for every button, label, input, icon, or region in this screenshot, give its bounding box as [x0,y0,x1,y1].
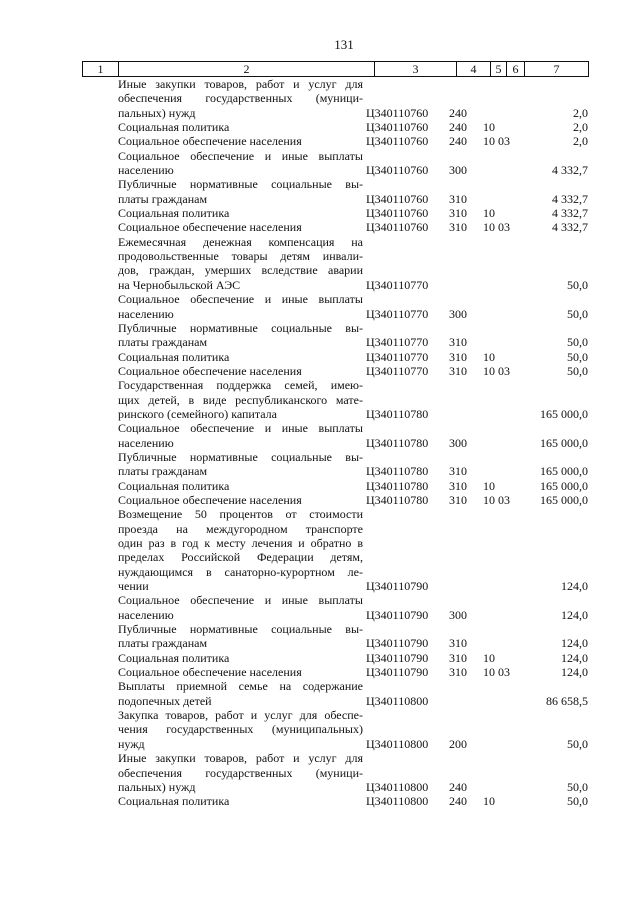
row-expense-type: 310 [449,349,467,364]
row-sum: 124,0 [561,636,588,651]
column-header-1: 1 [83,62,119,77]
table-row [82,235,588,292]
row-name [118,177,363,206]
row-name-line: населению [118,435,174,450]
row-name-line: Социальная политика [118,206,230,221]
table-row [82,479,588,493]
row-section: 10 03 [483,363,510,378]
column-header-4: 4 [457,62,491,77]
row-name-line: нуждающимся в санаторно-курортном ле- [118,564,363,579]
row-name [118,507,363,593]
table-row [82,421,588,450]
row-name-line: Социальное обеспечение населения [118,665,302,680]
row-name-line: Публичные нормативные социальные вы- [118,449,363,464]
row-expense-type: 310 [449,492,467,507]
row-expense-type: 310 [449,464,467,479]
row-sum: 50,0 [567,779,588,794]
row-name [118,421,363,450]
row-name [118,493,363,507]
row-expense-type: 310 [449,650,467,665]
row-expense-type: 310 [449,665,467,680]
row-code: Ц340110780 [366,464,429,479]
row-name [118,220,363,234]
table-row [82,507,588,593]
table-row [82,493,588,507]
row-sum: 2,0 [573,134,588,149]
row-name-line: дов, граждан, умерших вследствие аварии [118,263,363,278]
row-name-line: Государственная поддержка семей, имею- [118,378,363,393]
row-code: Ц340110760 [366,191,429,206]
row-section: 10 [483,349,495,364]
budget-table-body [82,77,588,809]
column-header-6: 6 [507,62,525,77]
row-name [118,149,363,178]
row-code: Ц340110780 [366,492,429,507]
row-expense-type: 300 [449,435,467,450]
row-name [118,593,363,622]
row-name-line: Социальное обеспечение населения [118,134,302,149]
row-name [118,350,363,364]
row-name [118,450,363,479]
row-section: 10 03 [483,220,510,235]
row-name-line: Социальная политика [118,120,230,135]
row-code: Ц340110780 [366,406,429,421]
row-code: Ц340110770 [366,335,429,350]
table-row [82,364,588,378]
page-number: 131 [334,37,354,52]
row-sum: 50,0 [567,794,588,809]
row-name-line: Социальная политика [118,478,230,493]
row-name [118,134,363,148]
row-expense-type: 310 [449,478,467,493]
row-section: 10 [483,120,495,135]
row-name-line: платы гражданам [118,636,208,651]
row-sum: 86 658,5 [546,693,588,708]
row-code: Ц340110790 [366,665,429,680]
row-name-line: Публичные нормативные социальные вы- [118,177,363,192]
table-row [82,177,588,206]
row-name [118,479,363,493]
row-code: Ц340110800 [366,794,429,809]
row-name-line: населению [118,306,174,321]
row-sum: 165 000,0 [540,435,588,450]
table-row [82,206,588,220]
row-expense-type: 300 [449,163,467,178]
row-name [118,622,363,651]
row-expense-type: 200 [449,736,467,751]
row-name-line: Социальное обеспечение и иные выплаты [118,292,363,307]
table-row [82,220,588,234]
row-code: Ц340110760 [366,220,429,235]
table-row [82,378,588,421]
row-name [118,364,363,378]
row-sum: 4 332,7 [552,206,588,221]
row-code: Ц340110770 [366,277,429,292]
row-section: 10 03 [483,134,510,149]
row-expense-type: 240 [449,794,467,809]
row-expense-type: 310 [449,363,467,378]
row-code: Ц340110770 [366,349,429,364]
row-name [118,751,363,794]
row-name-line: Социальная политика [118,794,230,809]
row-name-line: платы гражданам [118,191,208,206]
row-name-line: обеспечения государственных (муници- [118,765,363,780]
table-row [82,292,588,321]
row-code: Ц340110760 [366,120,429,135]
row-name-line: Социальное обеспечение населения [118,492,302,507]
row-name-line: населению [118,163,174,178]
row-name-line: обеспечения государственных (муници- [118,91,363,106]
row-code: Ц340110790 [366,579,429,594]
row-sum: 165 000,0 [540,464,588,479]
row-name-line: платы гражданам [118,335,208,350]
row-name [118,321,363,350]
row-code: Ц340110770 [366,363,429,378]
row-code: Ц340110780 [366,435,429,450]
row-name [118,235,363,292]
table-row [82,794,588,808]
table-row [82,593,588,622]
row-name-line: пределах Российской Федерации детям, [118,550,363,565]
row-sum: 4 332,7 [552,163,588,178]
row-sum: 124,0 [561,665,588,680]
row-name-line: Публичные нормативные социальные вы- [118,622,363,637]
row-name-line: Социальная политика [118,650,230,665]
row-code: Ц340110800 [366,693,429,708]
row-name-line: Социальная политика [118,349,230,364]
column-header-7: 7 [525,62,589,77]
row-sum: 50,0 [567,349,588,364]
row-name-line: продовольственные товары детям инвали- [118,249,363,264]
row-name-line: Социальное обеспечение населения [118,220,302,235]
row-name-line: нужд [118,736,145,751]
table-row [82,149,588,178]
row-name-line: проезда на междугородном транспорте [118,521,363,536]
row-code: Ц340110760 [366,206,429,221]
row-name-line: Публичные нормативные социальные вы- [118,320,363,335]
row-name [118,120,363,134]
row-code: Ц340110790 [366,650,429,665]
row-name-line: ринского (семейного) капитала [118,406,277,421]
column-header-table [82,61,589,77]
column-header-2: 2 [119,62,375,77]
row-expense-type: 240 [449,105,467,120]
row-expense-type: 240 [449,120,467,135]
row-name [118,378,363,421]
row-expense-type: 310 [449,191,467,206]
row-code: Ц340110760 [366,134,429,149]
row-name-line: подопечных детей [118,693,212,708]
row-sum: 4 332,7 [552,220,588,235]
table-row [82,708,588,751]
row-expense-type: 300 [449,607,467,622]
row-sum: 124,0 [561,579,588,594]
row-section: 10 03 [483,492,510,507]
row-code: Ц340110780 [366,478,429,493]
table-row [82,665,588,679]
table-row [82,450,588,479]
column-header-row [83,62,589,77]
row-sum: 50,0 [567,306,588,321]
table-row [82,679,588,708]
row-name-line: Социальное обеспечение и иные выплаты [118,421,363,436]
row-code: Ц340110760 [366,105,429,120]
row-name-line: пальных) нужд [118,105,196,120]
row-sum: 2,0 [573,120,588,135]
table-row [82,751,588,794]
row-name [118,679,363,708]
row-expense-type: 310 [449,220,467,235]
row-code: Ц340110790 [366,636,429,651]
row-expense-type: 300 [449,306,467,321]
row-name-line: щих детей, в виде республиканского мате- [118,392,363,407]
column-header-3: 3 [375,62,457,77]
table-row [82,134,588,148]
row-sum: 50,0 [567,335,588,350]
row-sum: 50,0 [567,363,588,378]
row-name-line: чения государственных (муниципальных) [118,722,363,737]
row-sum: 2,0 [573,105,588,120]
row-name [118,794,363,808]
row-name-line: Выплаты приемной семье на содержание [118,679,363,694]
row-name-line: Возмещение 50 процентов от стоимости [118,507,363,522]
row-code: Ц340110800 [366,736,429,751]
row-name-line: Ежемесячная денежная компенсация на [118,234,363,249]
row-name-line: чении [118,579,149,594]
table-row [82,77,588,120]
row-code: Ц340110800 [366,779,429,794]
row-sum: 165 000,0 [540,478,588,493]
row-expense-type: 310 [449,335,467,350]
table-row [82,350,588,364]
row-name-line: один раз в год к месту лечения и обратно в [118,536,363,550]
row-sum: 4 332,7 [552,191,588,206]
row-expense-type: 240 [449,779,467,794]
table-row [82,622,588,651]
row-name-line: Социальное обеспечение и иные выплаты [118,148,363,163]
row-name [118,708,363,751]
row-name-line: Закупка товаров, работ и услуг для обеспе- [118,708,363,723]
row-name-line: населению [118,607,174,622]
row-name [118,206,363,220]
column-header-5: 5 [491,62,507,77]
row-name-line: Иные закупки товаров, работ и услуг для [118,77,363,91]
row-code: Ц340110770 [366,306,429,321]
table-row [82,120,588,134]
row-section: 10 [483,794,495,809]
row-expense-type: 310 [449,636,467,651]
row-sum: 50,0 [567,277,588,292]
row-name-line: Социальное обеспечение и иные выплаты [118,593,363,608]
row-name-line: пальных) нужд [118,779,196,794]
row-code: Ц340110790 [366,607,429,622]
row-sum: 50,0 [567,736,588,751]
row-expense-type: 310 [449,206,467,221]
row-sum: 124,0 [561,650,588,665]
row-section: 10 [483,650,495,665]
row-name-line: Социальное обеспечение населения [118,363,302,378]
row-sum: 165 000,0 [540,492,588,507]
row-sum: 124,0 [561,607,588,622]
row-name [118,292,363,321]
row-name-line: на Чернобыльской АЭС [118,277,241,292]
row-sum: 165 000,0 [540,406,588,421]
row-name [118,665,363,679]
table-row [82,321,588,350]
row-section: 10 [483,206,495,221]
row-section: 10 [483,478,495,493]
row-name [118,77,363,120]
row-section: 10 03 [483,665,510,680]
row-name [118,651,363,665]
row-expense-type: 240 [449,134,467,149]
table-row [82,651,588,665]
row-name-line: Иные закупки товаров, работ и услуг для [118,751,363,766]
row-name-line: платы гражданам [118,464,208,479]
row-code: Ц340110760 [366,163,429,178]
